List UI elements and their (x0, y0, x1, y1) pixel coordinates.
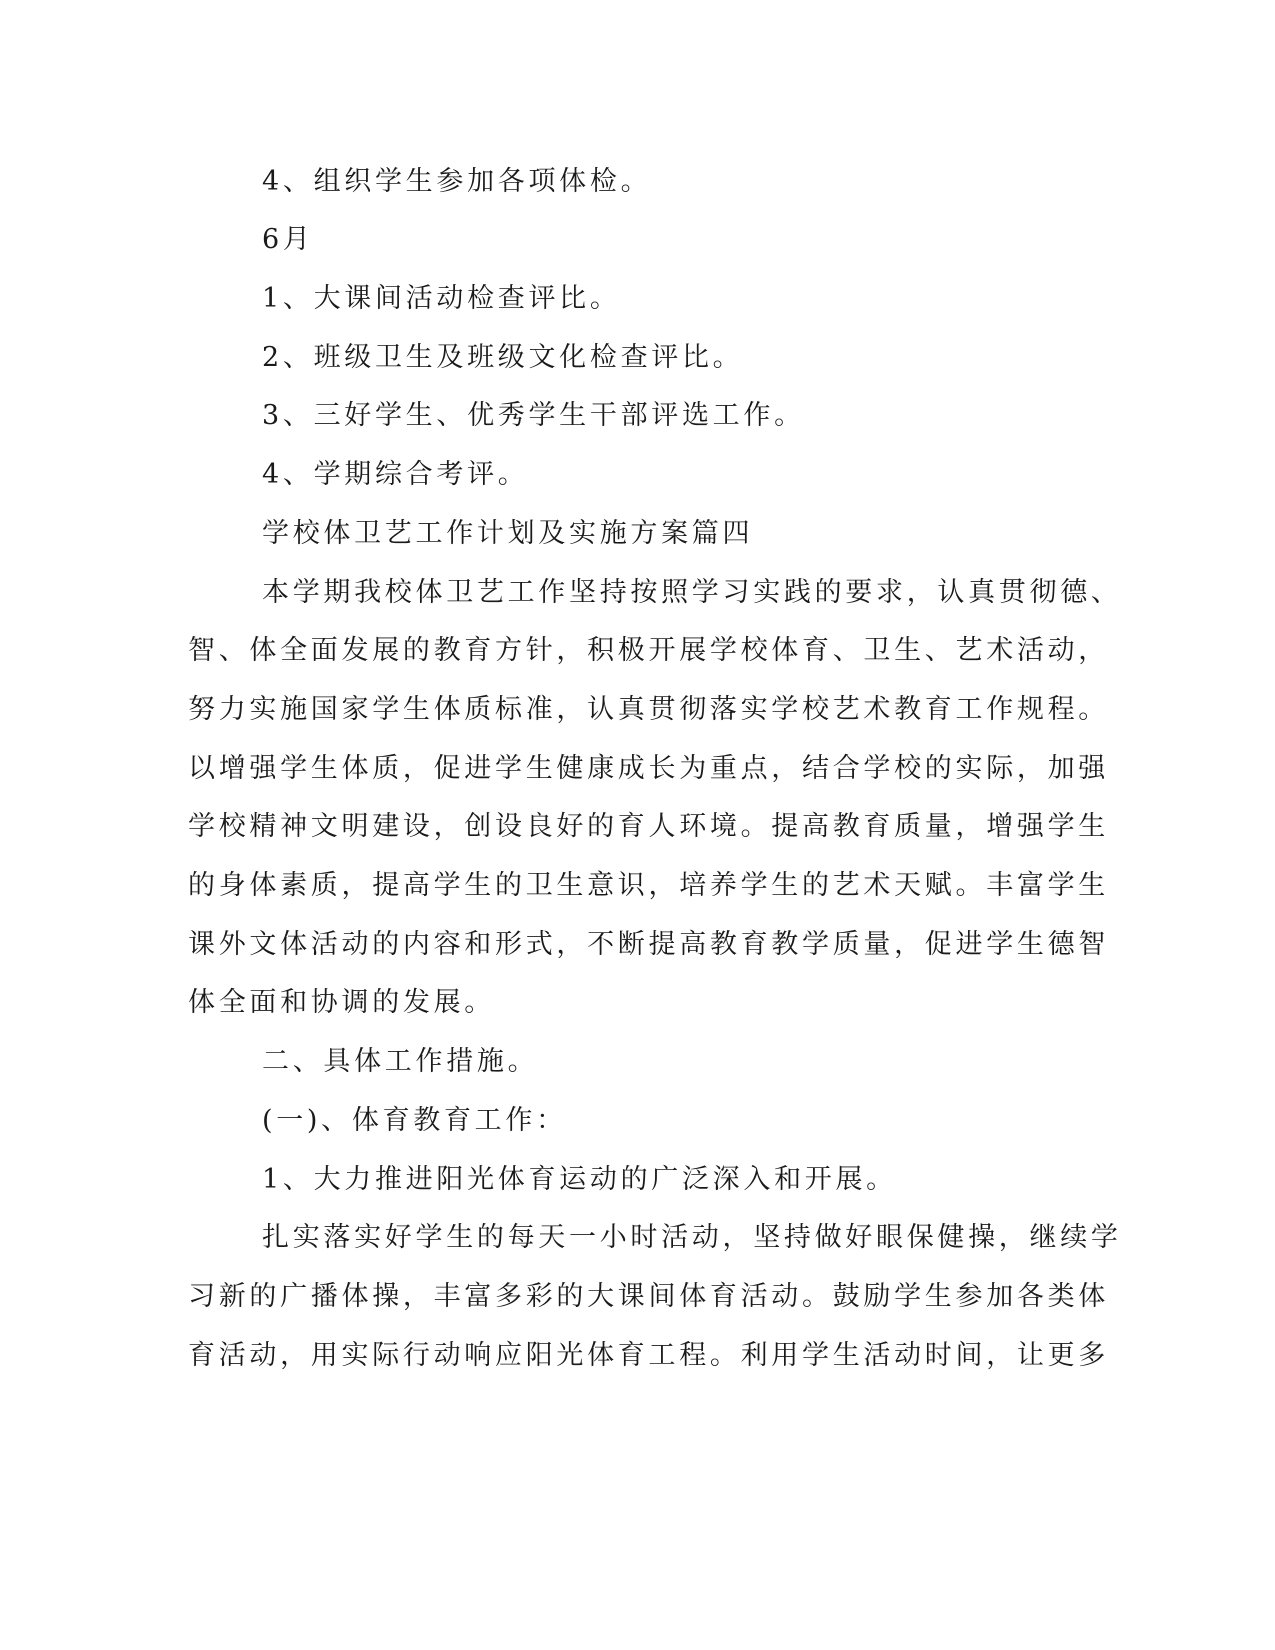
paragraph-line: 习新的广播体操，丰富多彩的大课间体育活动。鼓励学生参加各类体 (188, 1281, 1109, 1312)
paragraph-line: 本学期我校体卫艺工作坚持按照学习实践的要求，认真贯彻德、 (262, 577, 1122, 608)
list-item-student-awards: 3、三好学生、优秀学生干部评选工作。 (262, 400, 805, 431)
list-item-break-activity: 1、大课间活动检查评比。 (262, 283, 621, 314)
paragraph-line: 的身体素质，提高学生的卫生意识，培养学生的艺术天赋。丰富学生 (188, 870, 1109, 901)
section-title: 学校体卫艺工作计划及实施方案篇四 (262, 518, 754, 549)
list-item-physical-exam: 4、组织学生参加各项体检。 (262, 166, 652, 197)
paragraph-line: 以增强学生体质，促进学生健康成长为重点，结合学校的实际，加强 (188, 753, 1109, 784)
subheading-measures: 二、具体工作措施。 (262, 1046, 539, 1077)
paragraph-line: 育活动，用实际行动响应阳光体育工程。利用学生活动时间，让更多 (188, 1340, 1109, 1371)
paragraph-line: 努力实施国家学生体质标准，认真贯彻落实学校艺术教育工作规程。 (188, 694, 1109, 725)
paragraph-line: 课外文体活动的内容和形式，不断提高教育教学质量，促进学生德智 (188, 929, 1109, 960)
subheading-pe-work: (一)、体育教育工作： (262, 1105, 567, 1136)
list-item-term-review: 4、学期综合考评。 (262, 459, 529, 490)
list-item-sunshine-sports: 1、大力推进阳光体育运动的广泛深入和开展。 (262, 1164, 897, 1195)
paragraph-line: 扎实落实好学生的每天一小时活动，坚持做好眼保健操，继续学 (262, 1222, 1122, 1253)
month-heading-june: 6月 (262, 224, 314, 255)
paragraph-line: 体全面和协调的发展。 (188, 987, 495, 1018)
paragraph-line: 学校精神文明建设，创设良好的育人环境。提高教育质量，增强学生 (188, 811, 1109, 842)
list-item-class-hygiene: 2、班级卫生及班级文化检查评比。 (262, 342, 744, 373)
paragraph-line: 智、体全面发展的教育方针，积极开展学校体育、卫生、艺术活动， (188, 635, 1109, 666)
